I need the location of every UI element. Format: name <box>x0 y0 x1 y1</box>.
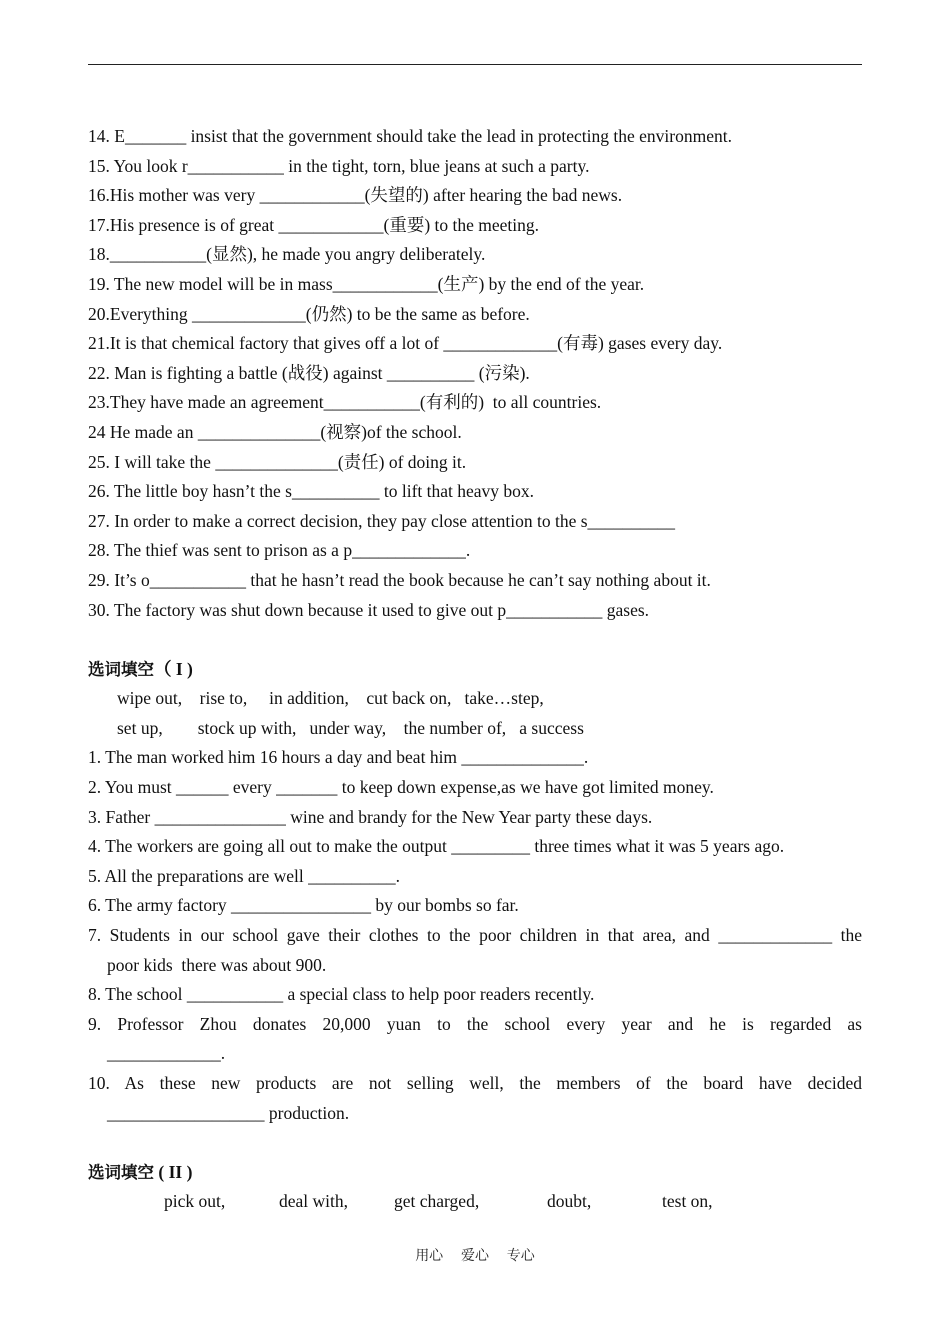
vocabulary-exercises <box>88 122 862 625</box>
word-bank-item: doubt, <box>547 1191 592 1212</box>
word-bank-i <box>88 684 862 743</box>
word-bank-item: deal with, <box>279 1191 349 1212</box>
question-line: 7. Students in our school gave their clothes to the poor children in that area, and _____________ the <box>88 925 862 946</box>
exercise-line: 21.It is that chemical factory that gives off a lot of _____________(有毒) gases every day. <box>88 333 723 354</box>
section-heading-ii: 选词填空 ( II ) <box>88 1161 193 1182</box>
question-line: 9. Professor Zhou donates 20,000 yuan to the school every year and he is regarded as <box>88 1013 862 1034</box>
exercise-line: 17.His presence is of great ____________(重要) to the meeting. <box>88 214 540 235</box>
question-line: 10. As these new products are not selling well, the members of the board have decided <box>88 1073 862 1093</box>
exercise-line: 14. E_______ insist that the government should take the lead in protecting the environment. <box>88 126 732 146</box>
word-bank-row: wipe out, rise to, in addition, cut back on, take…step, <box>117 688 544 709</box>
exercise-line: 23.They have made an agreement___________(有利的) to all countries. <box>88 392 602 413</box>
page-footer: 用心 爱心 专心 <box>415 1248 535 1264</box>
exercise-line: 30. The factory was shut down because it used to give out p___________ gases. <box>88 599 650 620</box>
question-line: 4. The workers are going all out to make the output _________ three times what it was 5 years ago. <box>88 836 785 857</box>
question-line: 2. You must ______ every _______ to keep down expense,as we have got limited money. <box>88 777 714 798</box>
header-rule <box>88 64 862 65</box>
exercise-line: 22. Man is fighting a battle (战役) against __________ (污染). <box>88 362 530 383</box>
question-continuation: poor kids there was about 900. <box>107 954 327 975</box>
exercise-line: 27. In order to make a correct decision, they pay close attention to the s__________ <box>88 510 676 531</box>
word-bank-item: pick out, <box>164 1191 226 1212</box>
fill-in-items-i <box>88 743 862 1128</box>
exercise-line: 28. The thief was sent to prison as a p_____________. <box>88 540 471 561</box>
question-line: 8. The school ___________ a special class to help poor readers recently. <box>88 984 595 1005</box>
worksheet-body <box>88 122 862 1217</box>
exercise-line: 19. The new model will be in mass____________(生产) by the end of the year. <box>88 273 645 294</box>
word-bank-item: test on, <box>662 1191 713 1212</box>
exercise-line: 25. I will take the ______________(责任) of doing it. <box>88 451 467 472</box>
exercise-line: 16.His mother was very ____________(失望的) after hearing the bad news. <box>88 185 623 206</box>
word-bank-row: set up, stock up with, under way, the number of, a success <box>117 717 584 738</box>
question-line: 6. The army factory ________________ by our bombs so far. <box>88 895 519 916</box>
question-continuation: __________________ production. <box>107 1102 350 1123</box>
word-bank-item: get charged, <box>394 1191 480 1212</box>
question-line: 5. All the preparations are well __________. <box>88 865 401 886</box>
exercise-line: 15. You look r___________ in the tight, torn, blue jeans at such a party. <box>88 155 590 176</box>
exercise-line: 26. The little boy hasn’t the s__________ to lift that heavy box. <box>88 481 535 502</box>
word-bank-ii <box>88 1187 862 1217</box>
exercise-line: 20.Everything _____________(仍然) to be the same as before. <box>88 303 530 324</box>
exercise-line: 24 He made an ______________(视察)of the school. <box>88 421 462 442</box>
section-heading-i: 选词填空（ I ) <box>88 658 193 679</box>
question-continuation: _____________. <box>107 1043 226 1064</box>
question-line: 1. The man worked him 16 hours a day and beat him ______________. <box>88 747 589 768</box>
exercise-line: 18.___________(显然), he made you angry deliberately. <box>88 244 486 265</box>
question-line: 3. Father _______________ wine and brandy for the New Year party these days. <box>88 806 653 827</box>
exercise-line: 29. It’s o___________ that he hasn’t read the book because he can’t say nothing about it. <box>88 569 711 590</box>
